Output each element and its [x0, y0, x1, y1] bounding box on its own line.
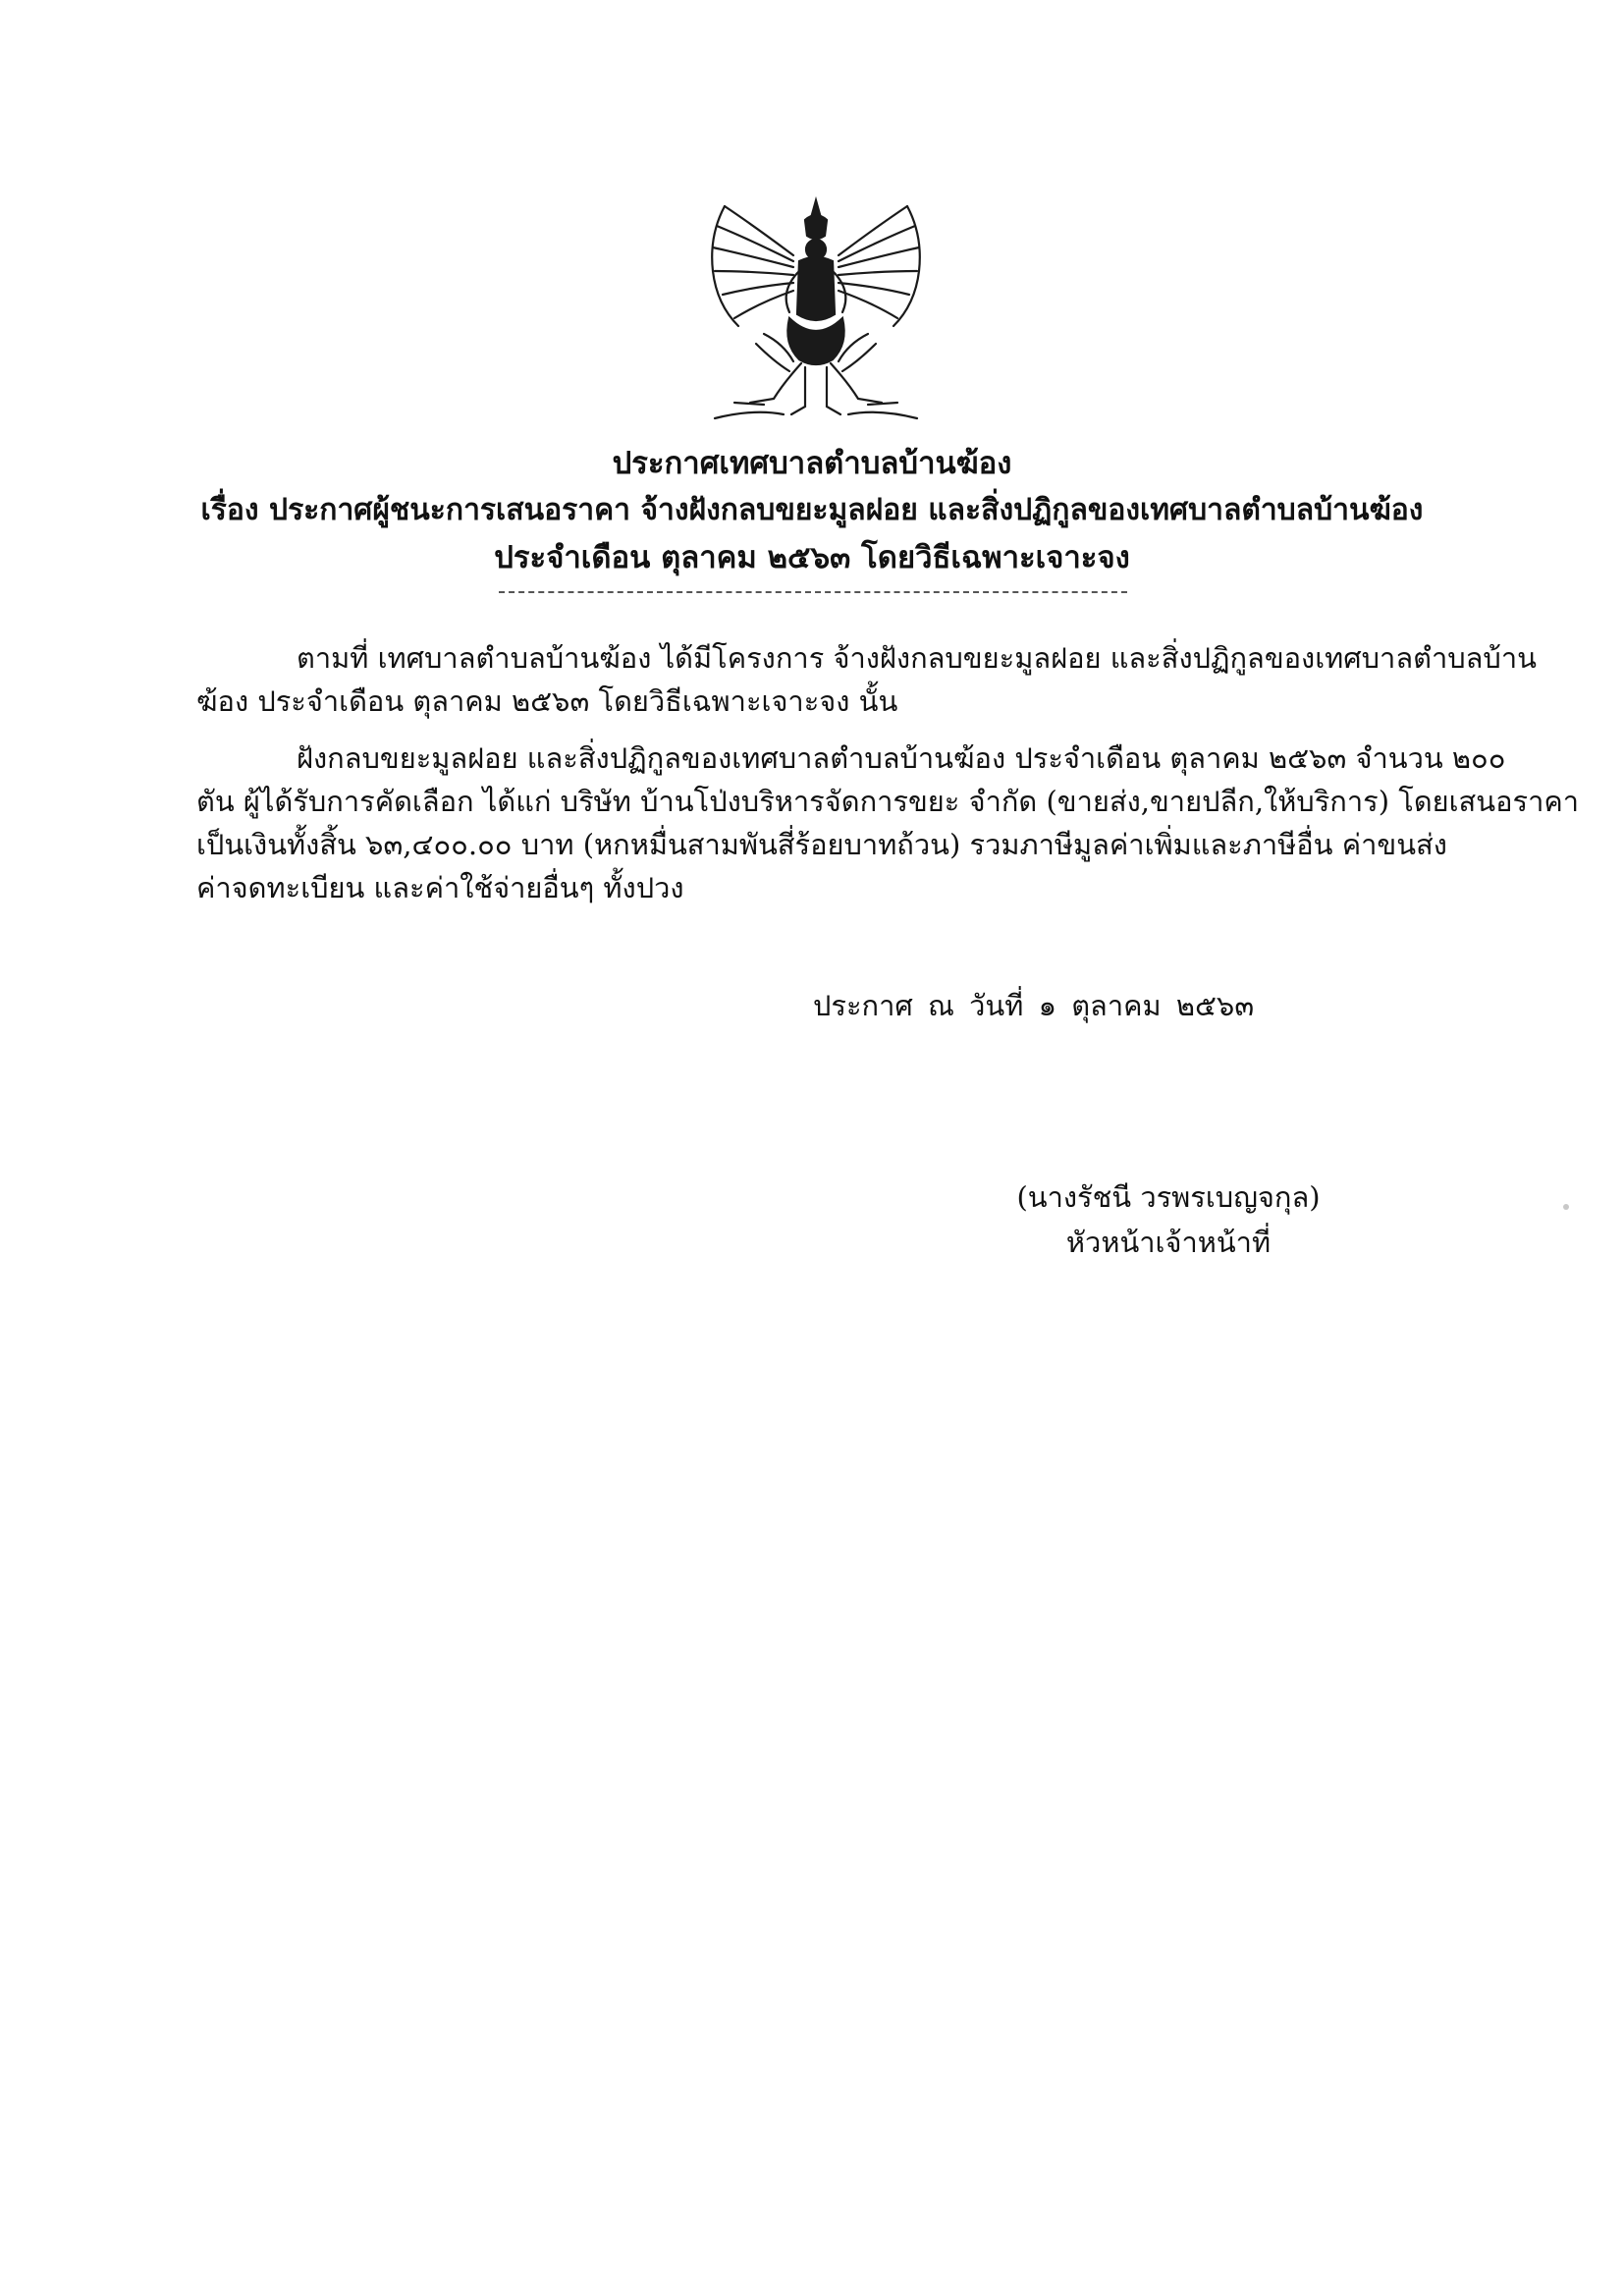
paragraph-line: ฆ้อง ประจำเดือน ตุลาคม ๒๕๖๓ โดยวิธีเฉพาะเจาะจง นั้น — [196, 684, 898, 718]
paragraph-line: ฝังกลบขยะมูลฝอย และสิ่งปฏิกูลของเทศบาลตำบลบ้านฆ้อง ประจำเดือน ตุลาคม ๒๕๖๓ จำนวน ๒๐๐ — [297, 741, 1506, 775]
paragraph-line: ตามที่ เทศบาลตำบลบ้านฆ้อง ได้มีโครงการ จ้างฝังกลบขยะมูลฝอย และสิ่งปฏิกูลของเทศบาลตำบลบ้าน — [297, 641, 1537, 675]
scan-speck — [1563, 1204, 1569, 1210]
dashed-divider — [499, 591, 1127, 593]
signer-position: หัวหน้าเจ้าหน้าที่ — [1065, 1226, 1272, 1259]
announcement-subject: เรื่อง ประกาศผู้ชนะการเสนอราคา จ้างฝังกลบขยะมูลฝอย และสิ่งปฏิกูลของเทศบาลตำบลบ้านฆ้อง — [200, 493, 1424, 527]
paragraph-winner — [196, 737, 1580, 909]
announcement-period: ประจำเดือน ตุลาคม ๒๕๖๓ โดยวิธีเฉพาะเจาะจง — [494, 540, 1130, 575]
paragraph-line: เป็นเงินทั้งสิ้น ๖๓,๔๐๐.๐๐ บาท (หกหมื่นสามพันสี่ร้อยบาทถ้วน) รวมภาษีมูลค่าเพิ่มและภาษีอื่น ค่าขนส่ง — [196, 828, 1447, 861]
paragraph-project — [196, 636, 1537, 723]
paragraph-line: ตัน ผู้ได้รับการคัดเลือก ได้แก่ บริษัท บ้านโป่งบริหารจัดการขยะ จำกัด (ขายส่ง,ขายปลีก,ให้บริการ) โดยเสนอราคา — [196, 785, 1580, 818]
paragraph-line: ค่าจดทะเบียน และค่าใช้จ่ายอื่นๆ ทั้งปวง — [196, 871, 684, 904]
title-block — [147, 440, 1477, 581]
signer-name: (นางรัชนี วรพรเบญจกุล) — [1016, 1180, 1321, 1214]
announcement-heading: ประกาศเทศบาลตำบลบ้านฆ้อง — [612, 446, 1012, 481]
garuda-emblem-icon — [695, 196, 937, 422]
announcement-date: ประกาศ ณ วันที่ ๑ ตุลาคม ๒๕๖๓ — [813, 989, 1255, 1022]
signature-block — [943, 1175, 1394, 1265]
